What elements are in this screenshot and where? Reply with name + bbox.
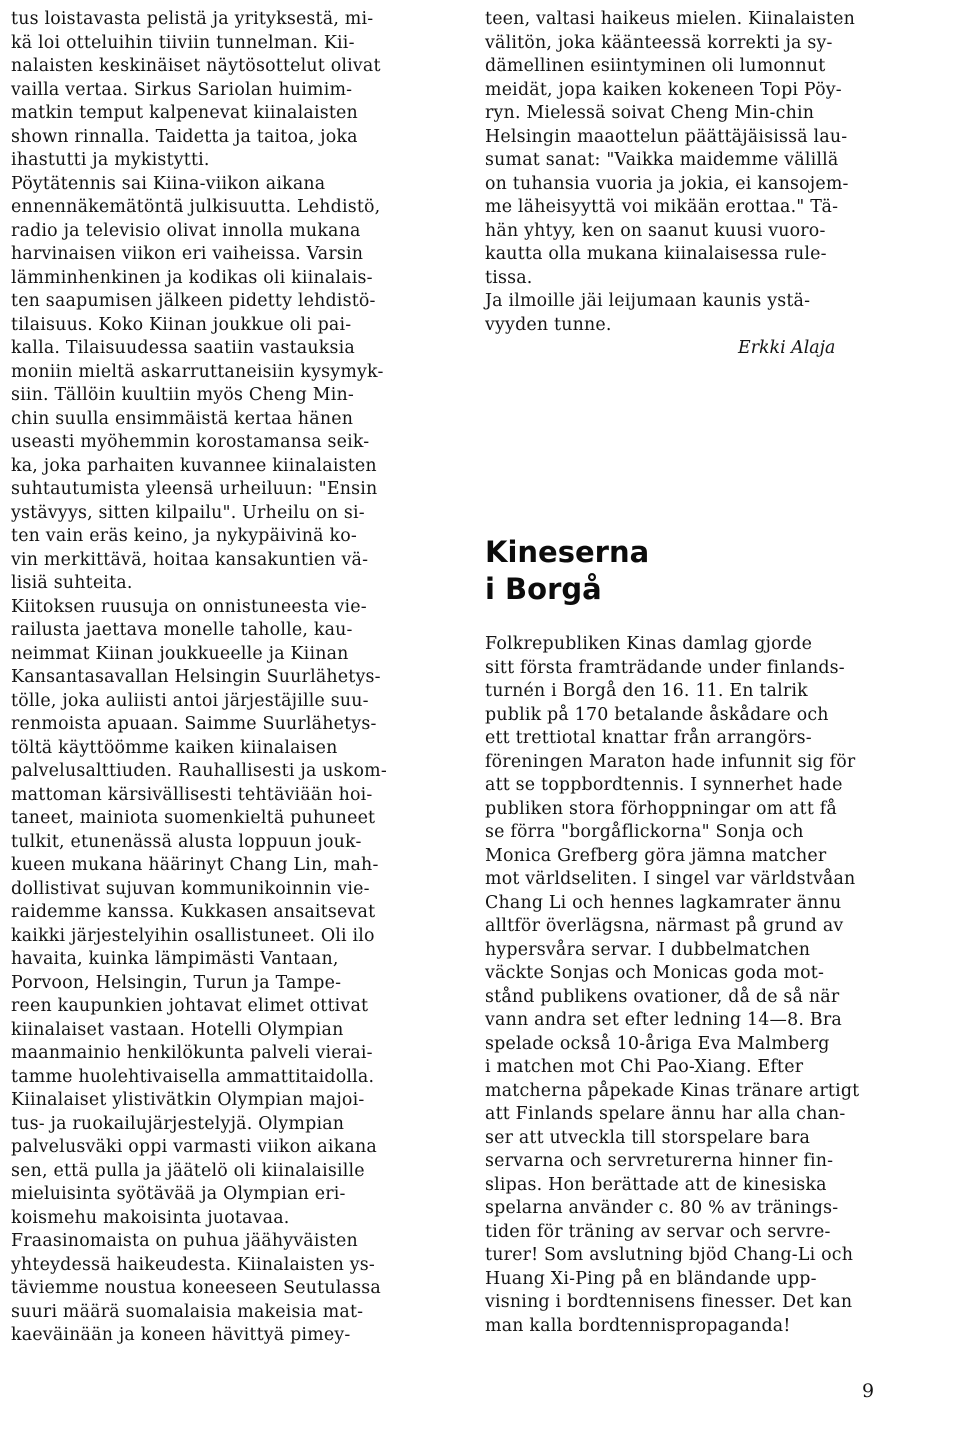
text-line: kueen mukana häärinyt Chang Lin, mah-: [11, 855, 379, 875]
text-line: föreningen Maraton hade infunnit sig för: [485, 751, 856, 772]
text-line: tamme huolehtivaisella ammattitaidolla.: [11, 1066, 375, 1087]
text-line: vann andra set efter ledning 14—8. Bra: [485, 1010, 842, 1030]
text-line: lämminhenkinen ja kodikas oli kiinalais-: [11, 267, 373, 288]
text-line: taneet, mainiota suomenkieltä puhuneet: [11, 808, 376, 828]
text-line: ennennäkemätöntä julkisuutta. Lehdistö,: [11, 197, 381, 217]
text-line: kaikki järjestelyihin osallistuneet. Oli ilo: [11, 925, 375, 946]
swedish-article-text: [485, 633, 923, 1338]
text-line: publiken stora förhoppningar om att få: [485, 798, 837, 819]
text-line: suhtautumista yleensä urheiluun: "Ensin: [11, 479, 378, 499]
text-line: matcherna påpekade Kinas tränare artigt: [485, 1080, 860, 1101]
text-line: kautta olla mukana kiinalaisessa rule-: [485, 244, 827, 264]
text-line: att Finlands spelare ännu har alla chan-: [485, 1104, 846, 1124]
text-line: spelade också 10-åriga Eva Malmberg: [485, 1033, 830, 1054]
text-line: renmoista apuaan. Saimme Suurlähetys-: [11, 714, 377, 734]
text-line: chin suulla ensimmäistä kertaa hänen: [11, 408, 354, 429]
text-line: lisiä suhteita.: [11, 573, 133, 593]
text-line: mieluisinta syötävää ja Olympian eri-: [11, 1184, 346, 1204]
text-line: se förra "borgåflickorna" Sonja och: [485, 822, 804, 842]
text-line: tissa.: [485, 267, 533, 288]
text-line: man kalla bordtennispropaganda!: [485, 1315, 791, 1336]
text-line: alltför överlägsna, närmast på grund av: [485, 916, 844, 936]
text-line: ryn. Mielessä soivat Cheng Min-chin: [485, 103, 815, 123]
text-line: useasti myöhemmin korostamansa seik-: [11, 432, 370, 452]
text-line: palvelusalttiuden. Rauhallisesti ja uskom-: [11, 761, 387, 781]
text-line: shown rinnalla. Taidetta ja taitoa, joka: [11, 126, 358, 147]
text-line: vyyden tunne.: [485, 314, 612, 335]
text-line: ihastutti ja mykistytti.: [11, 150, 210, 170]
text-line: tiden för träning av servar och servre-: [485, 1221, 831, 1242]
text-line: stånd publikens ovationer, då de så när: [485, 986, 840, 1007]
text-line: on tuhansia vuoria ja jokia, ei kansojem-: [485, 173, 849, 194]
text-line: suuri määrä suomalaisia makeisia mat-: [11, 1301, 364, 1322]
text-line: Helsingin maaottelun päättäjäisissä lau-: [485, 126, 848, 147]
text-line: havaita, kuinka lämpimästi Vantaan,: [11, 949, 339, 969]
text-line: teen, valtasi haikeus mielen. Kiinalaisten: [485, 9, 856, 29]
left-column-text: [11, 8, 436, 1348]
text-line: turnén i Borgå den 16. 11. En talrik: [485, 681, 808, 701]
text-line: täviemme noustua koneeseen Seutulassa: [11, 1278, 381, 1298]
article-headline: [485, 534, 649, 608]
text-line: att se toppbordtennis. I synnerhet hade: [485, 775, 843, 795]
text-line: nalaisten keskinäiset näytösottelut olivat: [11, 56, 381, 76]
text-line: mot världseliten. I singel var världstvåan: [485, 869, 856, 889]
text-line: meidät, jopa kaiken kokeneen Topi Pöy-: [485, 79, 842, 100]
text-line: matkin temput kalpenevat kiinalaisten: [11, 103, 358, 123]
text-line: Kansantasavallan Helsingin Suurlähetys-: [11, 667, 381, 687]
text-line: Kiinalaiset ylistivätkin Olympian majoi-: [11, 1090, 365, 1110]
text-line: kä loi otteluihin tiiviin tunnelman. Kii-: [11, 32, 355, 53]
text-line: tus loistavasta pelistä ja yrityksestä, mi-: [11, 9, 374, 29]
text-line: sumat sanat: "Vaikka maidemme välillä: [485, 150, 839, 170]
text-line: raidemme kanssa. Kukkasen ansaitsevat: [11, 902, 376, 922]
text-line: koismehu makoisinta juotavaa.: [11, 1207, 290, 1228]
text-line: servarna och servreturerna hinner fin-: [485, 1151, 834, 1171]
text-line: sen, että pulla ja jäätelö oli kiinalaisille: [11, 1160, 365, 1181]
text-line: ett trettiotal knattar från arrangörs-: [485, 728, 812, 748]
text-line: välitön, joka käänteessä korrekti ja sy-: [485, 32, 833, 53]
text-line: harvinaisen viikon eri vaiheissa. Varsin: [11, 244, 364, 264]
text-line: neimmat Kiinan joukkueelle ja Kiinan: [11, 643, 349, 664]
text-line: Huang Xi-Ping på en bländande upp-: [485, 1268, 817, 1289]
text-line: ystävyys, sitten kilpailu". Urheilu on si-: [11, 502, 365, 523]
headline-line-2: i Borgå: [485, 572, 602, 606]
text-line: ser att utveckla till storspelare bara: [485, 1127, 811, 1148]
text-line: tölle, joka auliisti antoi järjestäjille suu-: [11, 690, 369, 711]
text-line: slipas. Hon berättade att de kinesiska: [485, 1174, 827, 1195]
text-line: palvelusväki oppi varmasti viikon aikana: [11, 1137, 377, 1157]
text-line: hän yhtyy, ken on saanut kuusi vuoro-: [485, 220, 826, 241]
text-line: i matchen mot Chi Pao-Xiang. Efter: [485, 1057, 804, 1077]
text-line: publik på 170 betalande åskådare och: [485, 704, 829, 725]
text-line: ten vain eräs keino, ja nykypäivinä ko-: [11, 526, 357, 546]
headline-line-1: Kineserna: [485, 535, 650, 569]
text-line: turer! Som avslutning bjöd Chang-Li och: [485, 1245, 854, 1265]
text-line: Chang Li och hennes lagkamrater ännu: [485, 892, 842, 913]
text-line: radio ja televisio olivat innolla mukana: [11, 220, 361, 241]
text-line: siin. Tällöin kuultiin myös Cheng Min-: [11, 385, 354, 405]
right-column-text: [485, 8, 923, 337]
text-line: me läheisyyttä voi mikään erottaa." Tä-: [485, 197, 839, 217]
text-line: visning i bordtennisens finesser. Det kan: [485, 1292, 853, 1312]
text-line: vailla vertaa. Sirkus Sariolan huimim-: [11, 79, 353, 100]
text-line: kaeväinään ja koneen hävittyä pimey-: [11, 1325, 351, 1345]
page-number: 9: [862, 1380, 875, 1402]
text-line: tulkit, etunenässä alusta loppuun jouk-: [11, 831, 362, 852]
text-line: Folkrepubliken Kinas damlag gjorde: [485, 634, 813, 654]
text-line: sitt första framträdande under finlands-: [485, 657, 845, 678]
text-line: kiinalaiset vastaan. Hotelli Olympian: [11, 1019, 344, 1040]
text-line: hypersvåra servar. I dubbelmatchen: [485, 939, 811, 960]
text-line: dämellinen esiintyminen oli lumonnut: [485, 56, 826, 76]
text-line: Kiitoksen ruusuja on onnistuneesta vie-: [11, 596, 367, 617]
text-line: väckte Sonjas och Monicas goda mot-: [485, 963, 825, 983]
text-line: tus- ja ruokailujärjestelyjä. Olympian: [11, 1113, 345, 1134]
text-line: töltä käyttöömme kaiken kiinalaisen: [11, 737, 338, 758]
text-line: reen kaupunkien johtavat elimet ottivat: [11, 996, 369, 1016]
text-line: Porvoon, Helsingin, Turun ja Tampe-: [11, 972, 342, 993]
text-line: Pöytätennis sai Kiina-viikon aikana: [11, 173, 326, 194]
text-line: ten saapumisen jälkeen pidetty lehdistö-: [11, 291, 376, 311]
text-line: Ja ilmoille jäi leijumaan kaunis ystä-: [485, 291, 811, 311]
text-line: dollistivat sujuvan kommunikoinnin vie-: [11, 878, 370, 899]
text-line: mattoman kärsivällisesti tehtäviään hoi-: [11, 784, 373, 805]
text-line: kalla. Tilaisuudessa saatiin vastauksia: [11, 338, 355, 358]
text-line: yhteydessä haikeudesta. Kiinalaisten ys-: [11, 1254, 375, 1275]
text-line: Fraasinomaista on puhua jäähyväisten: [11, 1231, 358, 1251]
text-line: tilaisuus. Koko Kiinan joukkue oli pai-: [11, 314, 352, 335]
text-line: railusta jaettava monelle taholle, kau-: [11, 620, 353, 640]
text-line: moniin mieltä askarruttaneisiin kysymyk-: [11, 361, 384, 382]
text-line: Monica Grefberg göra jämna matcher: [485, 845, 827, 866]
text-line: maanmainio henkilökunta palveli vierai-: [11, 1043, 373, 1063]
text-line: spelarna använder c. 80 % av tränings-: [485, 1198, 839, 1218]
author-signature: Erkki Alaja: [738, 338, 836, 358]
text-line: ka, joka parhaiten kuvannee kiinalaisten: [11, 455, 377, 476]
text-line: vin merkittävä, hoitaa kansakuntien vä-: [11, 549, 369, 570]
